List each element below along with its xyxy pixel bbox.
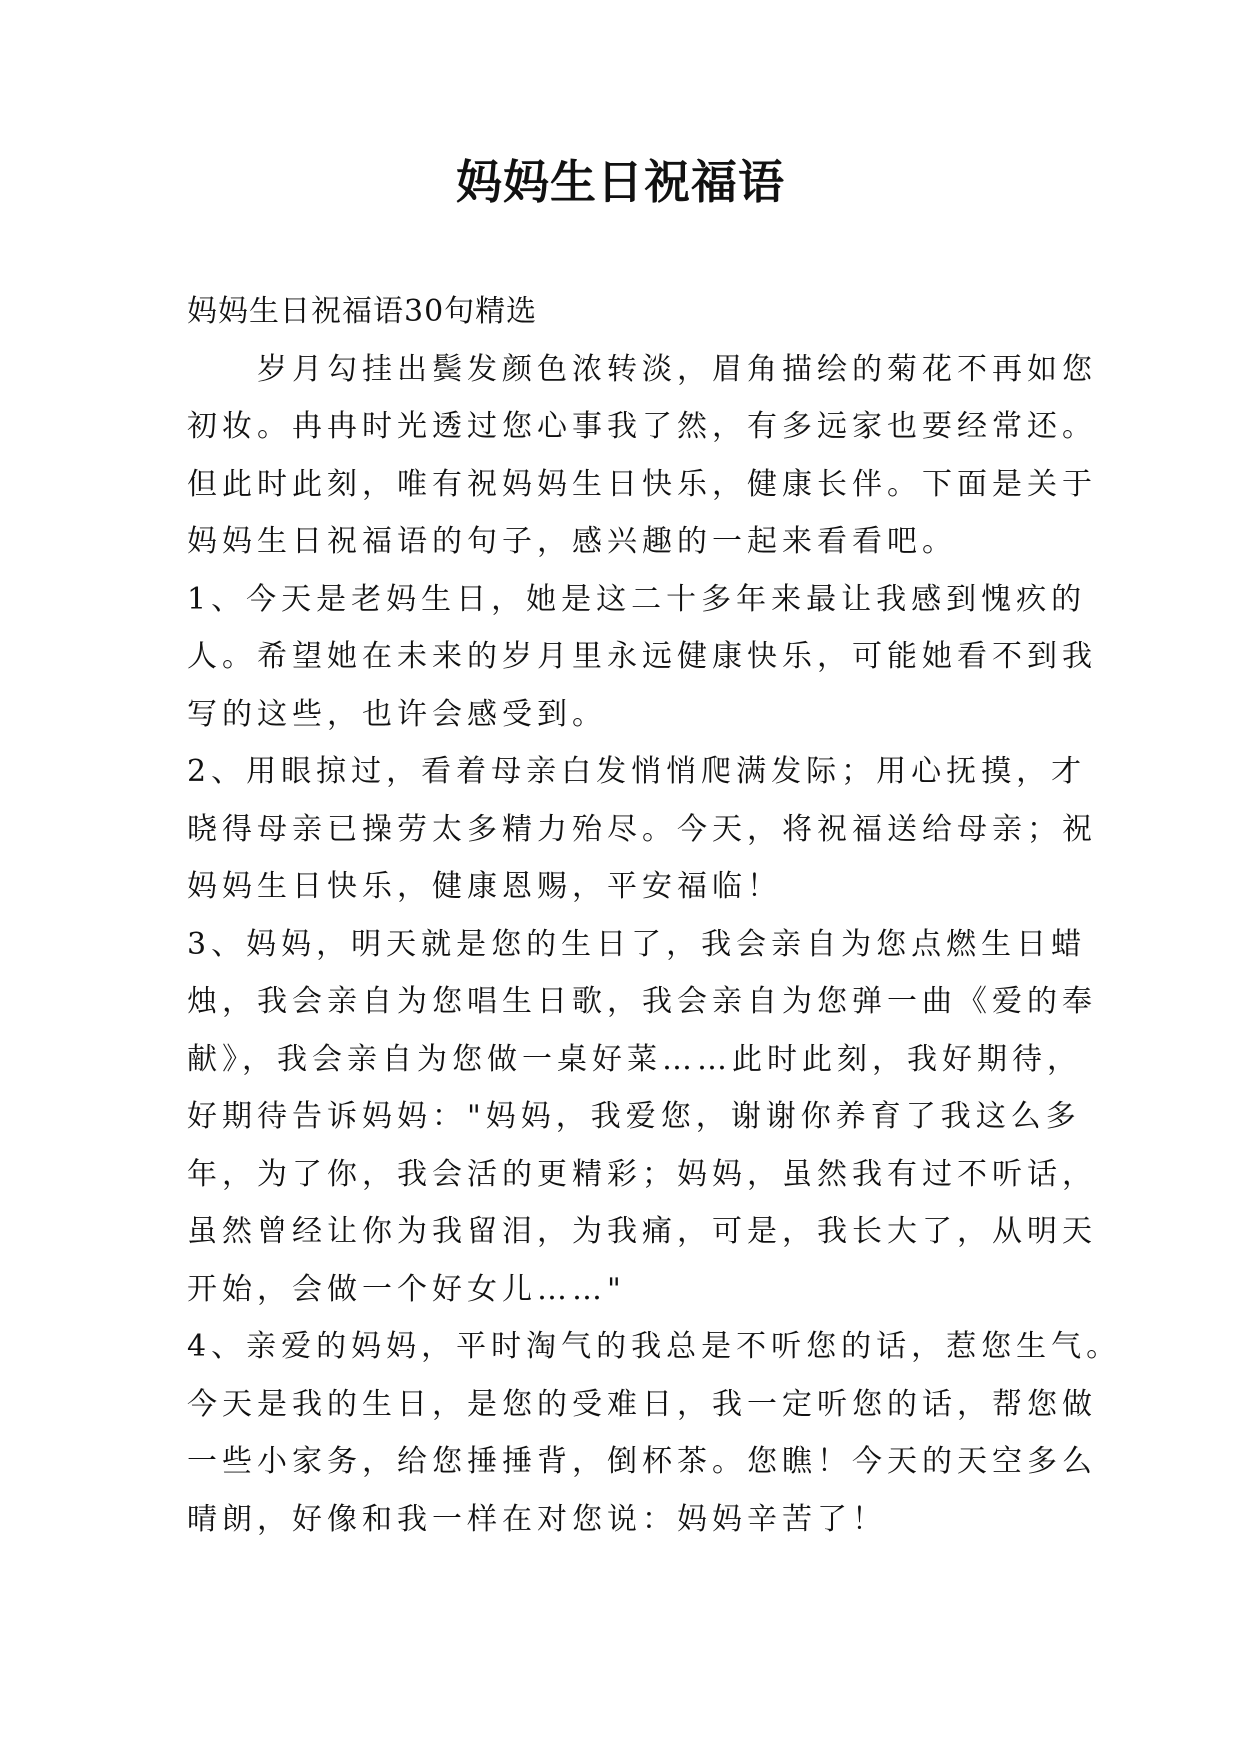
text-line: 晴朗，好像和我一样在对您说：妈妈辛苦了！ bbox=[187, 1501, 887, 1537]
text-line: 妈妈生日祝福语的句子，感兴趣的一起来看看吧。 bbox=[187, 524, 957, 559]
text-line: 1、今天是老妈生日，她是这二十多年来最让我感到愧疚的 bbox=[187, 581, 1087, 617]
text-line: 虽然曾经让你为我留泪，为我痛，可是，我长大了，从明天 bbox=[187, 1214, 1097, 1249]
subtitle-line: 妈妈生日祝福语30句精选 bbox=[187, 294, 538, 329]
text-line: 年，为了你，我会活的更精彩；妈妈，虽然我有过不听话， bbox=[187, 1156, 1097, 1192]
text-line: 开始，会做一个好女儿……" bbox=[187, 1271, 626, 1307]
text-line: 一些小家务，给您捶捶背，倒杯茶。您瞧！今天的天空多么 bbox=[187, 1444, 1097, 1479]
text-line: 好期待告诉妈妈："妈妈，我爱您，谢谢你养育了我这么多 bbox=[187, 1099, 1081, 1134]
text-line: 4、亲爱的妈妈，平时淘气的我总是不听您的话，惹您生气。 bbox=[187, 1329, 1122, 1364]
text-line: 3、妈妈，明天就是您的生日了，我会亲自为您点燃生日蜡 bbox=[187, 926, 1087, 962]
text-line: 2、用眼掠过，看着母亲白发悄悄爬满发际；用心抚摸，才 bbox=[187, 754, 1087, 789]
text-line: 岁月勾挂出鬓发颜色浓转淡，眉角描绘的菊花不再如您 bbox=[187, 351, 1097, 387]
text-line: 烛，我会亲自为您唱生日歌，我会亲自为您弹一曲《爱的奉 bbox=[187, 984, 1097, 1019]
text-line: 人。希望她在未来的岁月里永远健康快乐，可能她看不到我 bbox=[187, 639, 1097, 674]
text-line: 写的这些，也许会感受到。 bbox=[187, 696, 607, 732]
document-title: 妈妈生日祝福语 bbox=[456, 155, 785, 209]
text-line: 但此时此刻，唯有祝妈妈生日快乐，健康长伴。下面是关于 bbox=[187, 466, 1097, 502]
text-line: 今天是我的生日，是您的受难日，我一定听您的话，帮您做 bbox=[187, 1386, 1097, 1422]
document-body bbox=[187, 283, 1122, 1548]
text-line: 晓得母亲已操劳太多精力殆尽。今天，将祝福送给母亲；祝 bbox=[187, 811, 1097, 847]
text-line: 初妆。冉冉时光透过您心事我了然，有多远家也要经常还。 bbox=[187, 409, 1097, 444]
text-line: 献》，我会亲自为您做一桌好菜……此时此刻，我好期待， bbox=[187, 1041, 1082, 1077]
text-line: 妈妈生日快乐，健康恩赐，平安福临！ bbox=[187, 869, 782, 904]
